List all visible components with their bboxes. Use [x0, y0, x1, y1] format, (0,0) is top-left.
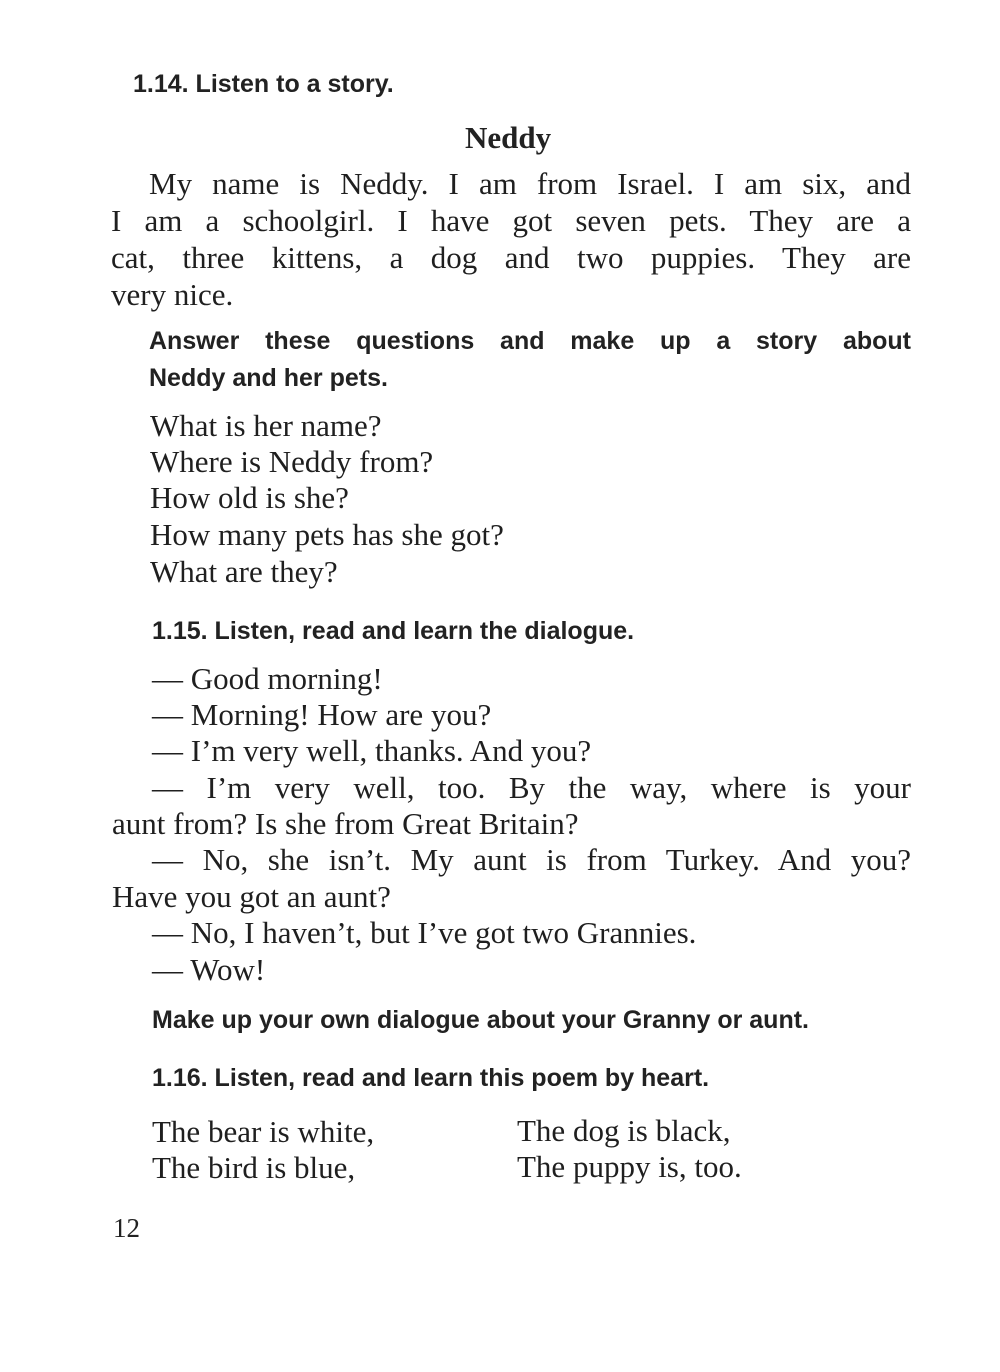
story-line-4: very nice.	[111, 277, 234, 312]
poem-left-line-1: The bear is white,	[152, 1114, 375, 1149]
question-5: What are they?	[150, 554, 338, 589]
task-line-1: Answer these questions and make up a story about	[149, 327, 911, 355]
exercise-1-15-heading: 1.15. Listen, read and learn the dialogue.	[152, 617, 635, 645]
exercise-1-16-heading: 1.16. Listen, read and learn this poem by heart.	[152, 1064, 710, 1092]
task-line-2: Neddy and her pets.	[149, 364, 388, 392]
question-1: What is her name?	[150, 408, 382, 443]
page-number: 12	[113, 1213, 140, 1243]
dialogue-line-2: — Morning! How are you?	[152, 697, 492, 732]
story-title: Neddy	[465, 120, 552, 155]
exercise-1-14-heading: 1.14. Listen to a story.	[133, 70, 394, 98]
dialogue-line-8: — No, I haven’t, but I’ve got two Grannies.	[152, 915, 697, 950]
question-2: Where is Neddy from?	[150, 444, 434, 479]
dialogue-line-1: — Good morning!	[152, 661, 383, 696]
dialogue-line-4: — I’m very well, too. By the way, where is your	[152, 770, 911, 805]
poem-right-line-1: The dog is black,	[517, 1113, 731, 1148]
question-4: How many pets has she got?	[150, 517, 504, 552]
story-line-3: cat, three kittens, a dog and two puppies. They are	[111, 240, 911, 275]
dialogue-line-9: — Wow!	[152, 952, 266, 987]
dialogue-line-5: aunt from? Is she from Great Britain?	[112, 806, 579, 841]
poem-right-line-2: The puppy is, too.	[517, 1149, 742, 1184]
dialogue-line-3: — I’m very well, thanks. And you?	[152, 733, 592, 768]
poem-left-line-2: The bird is blue,	[152, 1150, 356, 1185]
story-line-2: I am a schoolgirl. I have got seven pets. They are a	[111, 203, 911, 238]
dialogue-task: Make up your own dialogue about your Granny or aunt.	[152, 1006, 809, 1034]
dialogue-line-6: — No, she isn’t. My aunt is from Turkey. And you?	[152, 842, 911, 877]
story-line-1: My name is Neddy. I am from Israel. I am six, and	[149, 166, 911, 201]
question-3: How old is she?	[150, 480, 349, 515]
dialogue-line-7: Have you got an aunt?	[112, 879, 391, 914]
